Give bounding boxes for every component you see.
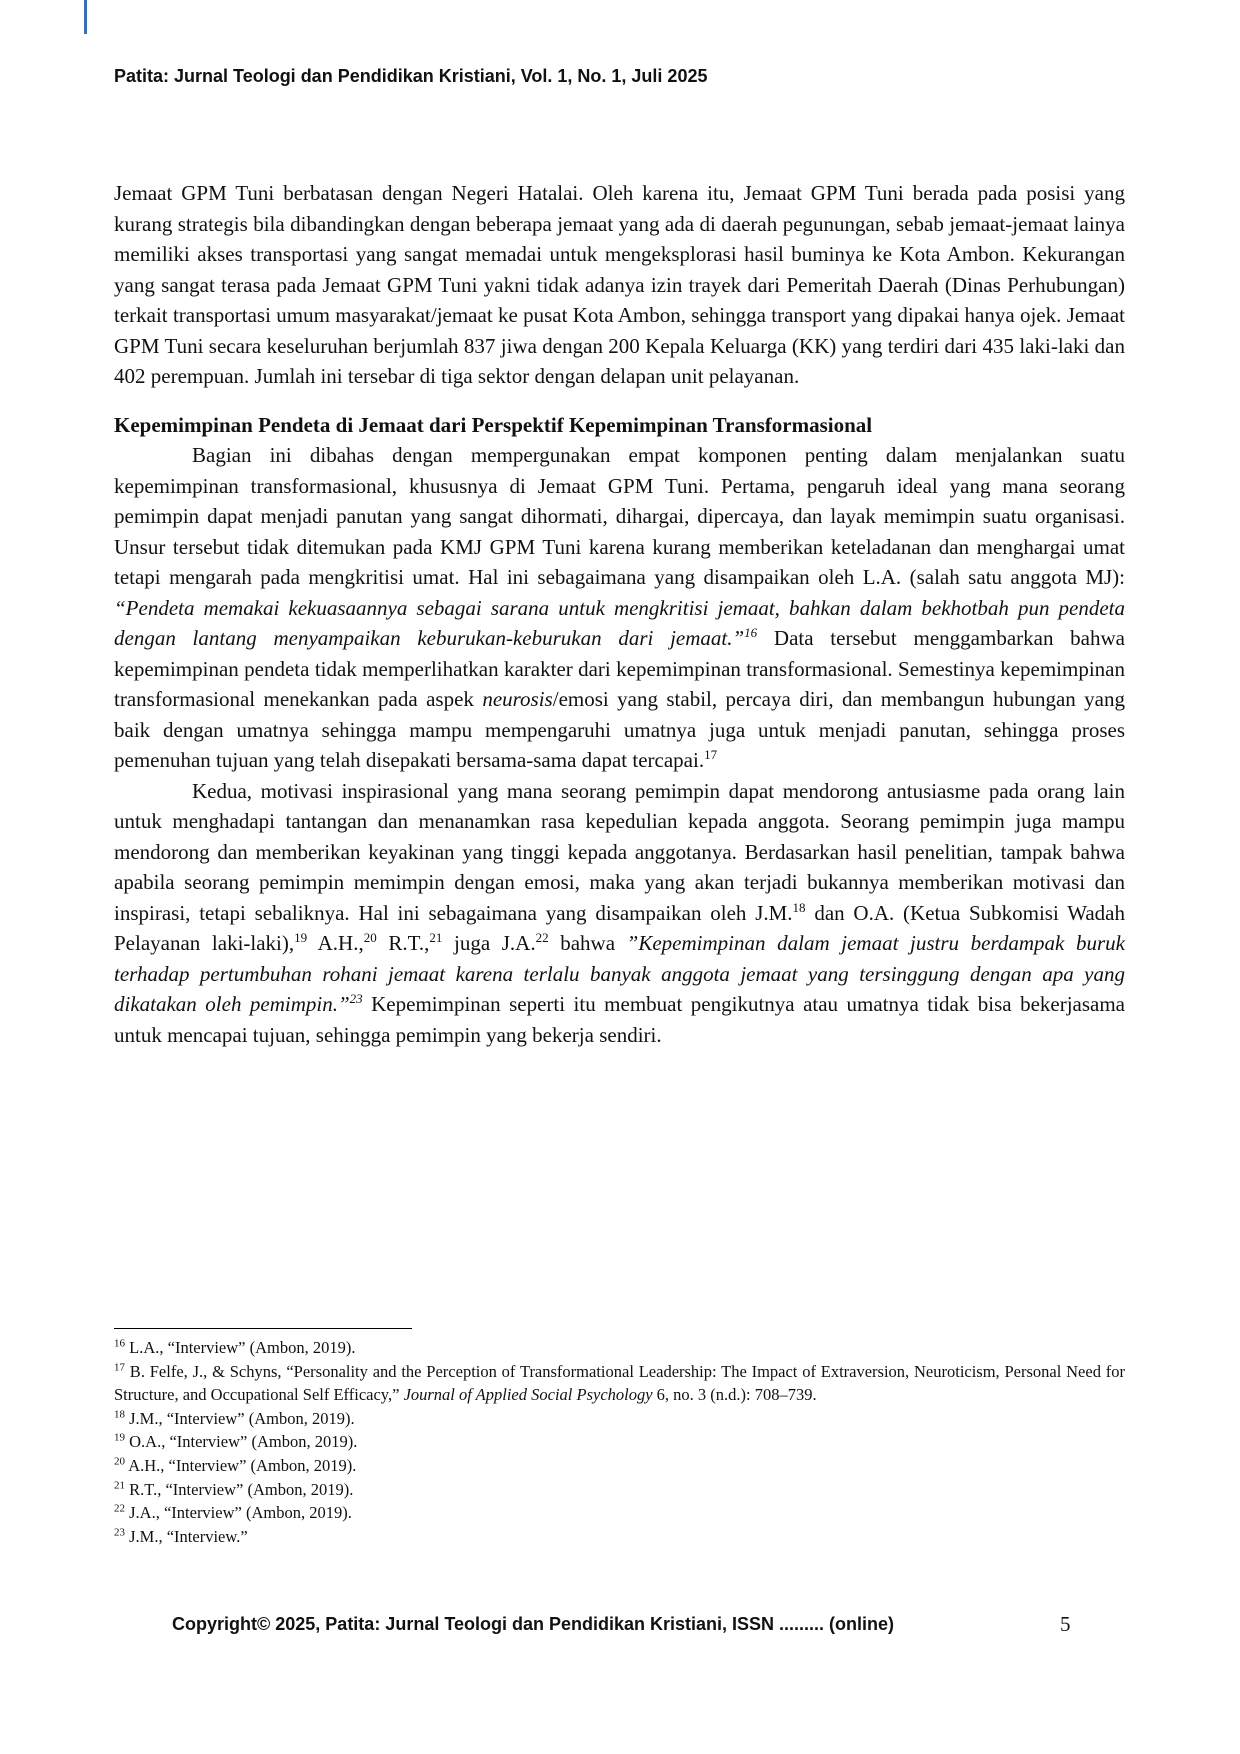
footnote-text: J.A., “Interview” (Ambon, 2019). — [125, 1503, 352, 1523]
footnote-number: 17 — [114, 1361, 125, 1374]
footnote-17 — [114, 1360, 1125, 1407]
footnote-text: O.A., “Interview” (Ambon, 2019). — [125, 1432, 358, 1452]
footnote-ref-20[interactable]: 20 — [363, 930, 377, 945]
footnote-number: 16 — [114, 1337, 125, 1350]
footnote-text: B. Felfe, J., & Schyns, “Personality and the Perception of Transformational Leadership: The Impact of Extraversion, Neuroticism, Personal Need for Structure, and Occupational Self Efficacy,” — [114, 1361, 1125, 1405]
article-body — [114, 178, 1125, 1050]
paragraph-2 — [114, 440, 1125, 776]
footnote-text: L.A., “Interview” (Ambon, 2019). — [125, 1338, 356, 1357]
running-header: Patita: Jurnal Teologi dan Pendidikan Kristiani, Vol. 1, No. 1, Juli 2025 — [114, 66, 708, 86]
footnote-22 — [114, 1501, 1125, 1525]
copyright-footer: Copyright© 2025, Patita: Jurnal Teologi dan Pendidikan Kristiani, ISSN ......... (online) — [172, 1614, 895, 1634]
paragraph-3-text-a: Kedua, motivasi inspirasional yang mana seorang pemimpin dapat mendorong antusiasme pada orang lain untuk menghadapi tantangan dan menanamkan rasa kepedulian kepada anggota. Seorang pemimpin juga mampu mendorong dan memberikan keyakinan yang tinggi kepada anggotanya. Berdasarkan hasil penelitian, tampak bahwa apabila seorang pemimpin memimpin dengan emosi, maka yang akan terjadi bukannya memberikan motivasi dan inspirasi, tetapi sebaliknya. Hal ini sebagaimana yang disampaikan oleh J.M. — [114, 778, 1125, 925]
footnote-separator — [114, 1328, 412, 1329]
header-accent-bar — [84, 0, 87, 34]
paragraph-3-text-b: dan O.A. (Ketua Subkomisi Wadah Pelayanan laki-laki), — [114, 900, 1125, 955]
paragraph-3-text-e: juga J.A. — [442, 931, 536, 955]
section-heading: Kepemimpinan Pendeta di Jemaat dari Perspektif Kepemimpinan Transformasional — [114, 412, 873, 437]
footnote-citation-tail: 6, no. 3 (n.d.): 708–739. — [652, 1385, 817, 1405]
footnote-number: 18 — [114, 1408, 125, 1421]
paragraph-1: Jemaat GPM Tuni berbatasan dengan Negeri Hatalai. Oleh karena itu, Jemaat GPM Tuni berada pada posisi yang kurang strategis bila dibandingkan dengan beberapa jemaat yang ada di daerah pegunungan, sebab jemaat-jemaat lainya memiliki akses transportasi yang sangat memadai untuk mengeksplorasi hasil buminya ke Kota Ambon. Kekurangan yang sangat terasa pada Jemaat GPM Tuni yakni tidak adanya izin trayek dari Pemeritah Daerah (Dinas Perhubungan) terkait transportasi umum masyarakat/jemaat ke pusat Kota Ambon, sehingga transport yang dipakai hanya ojek. Jemaat GPM Tuni secara keseluruhan berjumlah 837 jiwa dengan 200 Kepala Keluarga (KK) yang terdiri dari 435 laki-laki dan 402 perempuan. Jumlah ini tersebar di tiga sektor dengan delapan unit pelayanan. — [114, 181, 1125, 388]
footnote-ref-21[interactable]: 21 — [429, 930, 443, 945]
paragraph-3-text-c: A.H., — [307, 931, 364, 955]
footnote-text: A.H., “Interview” (Ambon, 2019). — [125, 1455, 357, 1475]
footnote-16 — [114, 1336, 1125, 1360]
footnote-number: 22 — [114, 1502, 125, 1515]
paragraph-3-text-g: Kepemimpinan seperti itu membuat pengikutnya atau umatnya tidak bisa bekerjasama untuk mencapai tujuan, sehingga pemimpin yang bekerja sendiri. — [114, 992, 1126, 1047]
footnote-number: 20 — [114, 1455, 125, 1468]
footnote-journal-title: Journal of Applied Social Psychology — [403, 1385, 653, 1405]
footnote-number: 21 — [114, 1479, 125, 1492]
footnote-text: J.M., “Interview” (Ambon, 2019). — [125, 1408, 355, 1428]
footnote-ref-23[interactable]: 23 — [349, 991, 363, 1006]
footnote-ref-18[interactable]: 18 — [792, 899, 806, 915]
footnote-ref-16[interactable]: 16 — [744, 625, 758, 640]
paragraph-3 — [114, 776, 1125, 1051]
interview-quote-la: “Pendeta memakai kekuasaannya sebagai sarana untuk mengkritisi jemaat, bahkan dalam bekhotbah pun pendeta dengan lantang menyampaikan keburukan-keburukan dari jemaat.” — [114, 595, 1125, 650]
footnote-ref-17[interactable]: 17 — [704, 747, 718, 762]
footnote-text: J.M., “Interview.” — [125, 1526, 248, 1546]
footnote-ref-22[interactable]: 22 — [535, 930, 549, 945]
footnote-number: 19 — [114, 1431, 125, 1444]
page-number: 5 — [1060, 1612, 1071, 1636]
footnote-number: 23 — [114, 1526, 125, 1539]
paragraph-2-text-c: /emosi yang stabil, percaya diri, dan membangun hubungan yang baik dengan umatnya sehingga mampu mempengaruhi umatnya juga untuk menjadi panutan, sehingga proses pemenuhan tujuan yang telah disepakati bersama-sama dapat tercapai. — [114, 687, 1125, 772]
footnote-19 — [114, 1430, 1125, 1454]
footnotes — [114, 1336, 1125, 1548]
footnote-23 — [114, 1525, 1125, 1549]
footnote-20 — [114, 1454, 1125, 1478]
interview-quote-group: ”Kepemimpinan dalam jemaat justru berdampak buruk terhadap pertumbuhan rohani jemaat karena terlalu banyak anggota jemaat yang tersinggung dengan apa yang dikatakan oleh pemimpin.” — [114, 931, 1125, 1016]
footnote-18 — [114, 1407, 1125, 1431]
term-neurosis: neurosis — [482, 687, 553, 711]
paragraph-2-text-a: Bagian ini dibahas dengan mempergunakan empat komponen penting dalam menjalankan suatu kepemimpinan transformasional, khususnya di Jemaat GPM Tuni. Pertama, pengaruh ideal yang mana seorang pemimpin dapat menjadi panutan yang sangat dihormati, dihargai, dipercaya, dan layak memimpin suatu organisasi. Unsur tersebut tidak ditemukan pada KMJ GPM Tuni karena kurang memberikan keteladanan dan menghargai umat tetapi mengarah pada mengkritisi umat. Hal ini sebagaimana yang disampaikan oleh L.A. (salah satu anggota MJ): — [114, 443, 1125, 589]
paragraph-3-text-f: bahwa — [548, 931, 627, 955]
footnote-ref-19[interactable]: 19 — [294, 930, 308, 945]
footnote-21 — [114, 1478, 1125, 1502]
footnote-text: R.T., “Interview” (Ambon, 2019). — [125, 1479, 354, 1499]
paragraph-3-text-d: R.T., — [376, 931, 430, 955]
paragraph-2-text-b: Data tersebut menggambarkan bahwa kepemimpinan pendeta tidak memperlihatkan karakter dari kepemimpinan transformasional. Semestinya kepemimpinan transformasional menekankan pada aspek — [114, 626, 1125, 711]
